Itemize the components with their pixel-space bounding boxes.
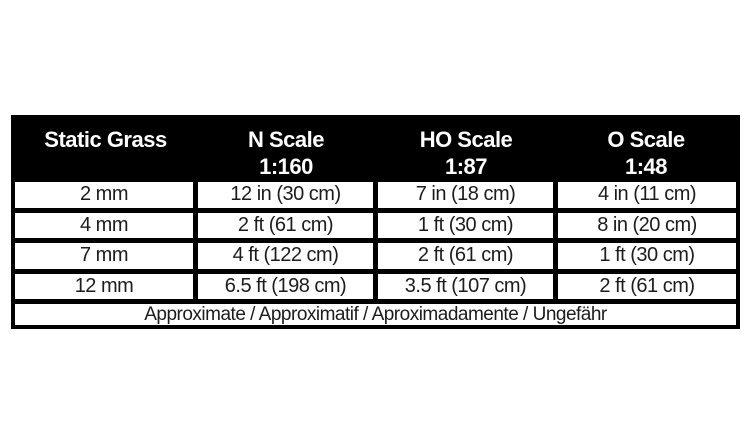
cell-grass-size: 4 mm [15,213,193,239]
cell-grass-size: 7 mm [15,243,193,269]
cell-n-scale: 12 in (30 cm) [198,182,373,208]
cell-grass-size: 2 mm [15,182,193,208]
cell-ho-scale: 3.5 ft (107 cm) [378,274,553,300]
column-header-label: N Scale [248,127,324,152]
cell-n-scale: 4 ft (122 cm) [198,243,373,269]
column-header-sublabel: 1:87 [444,154,488,179]
column-header-static-grass [15,126,196,153]
cell-o-scale: 1 ft (30 cm) [558,243,736,269]
cell-o-scale: 4 in (11 cm) [558,182,736,208]
cell-grass-size: 12 mm [15,274,193,300]
cell-ho-scale: 1 ft (30 cm) [378,213,553,239]
column-header-sublabel: 1:160 [259,154,313,179]
cell-n-scale: 2 ft (61 cm) [198,213,373,239]
cell-o-scale: 2 ft (61 cm) [558,274,736,300]
column-header-label: HO Scale [419,127,513,152]
column-header-label: O Scale [607,127,685,152]
table-header-row [15,119,736,182]
column-header-n-scale [196,126,376,180]
column-header-sublabel: 1:48 [624,154,668,179]
table-footnote: Approximate / Approximatif / Aproximadamente / Ungefähr [15,304,736,325]
cell-o-scale: 8 in (20 cm) [558,213,736,239]
scale-conversion-table [11,115,740,329]
cell-ho-scale: 7 in (18 cm) [378,182,553,208]
cell-ho-scale: 2 ft (61 cm) [378,243,553,269]
column-header-o-scale [556,126,736,180]
column-header-label: Static Grass [44,127,167,152]
table-body [15,182,736,299]
column-header-ho-scale [376,126,556,180]
cell-n-scale: 6.5 ft (198 cm) [198,274,373,300]
